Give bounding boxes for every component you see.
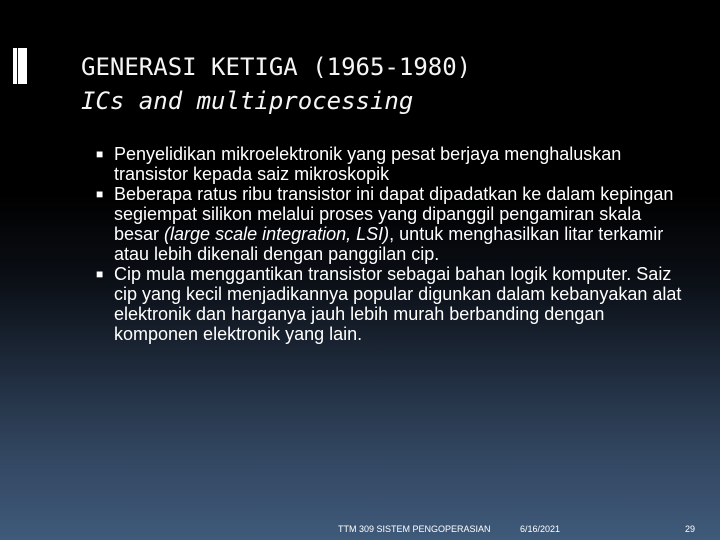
bullet-item-3	[96, 264, 686, 344]
bullet-text-2-italic: (large scale integration, LSI)	[164, 224, 390, 244]
square-bullet-icon: ■	[96, 187, 104, 201]
square-bullet-icon: ■	[96, 147, 104, 161]
slide-title: GENERASI KETIGA (1965-1980)	[81, 53, 472, 81]
bullet-text-2-after: , untuk menghasilkan litar terkamir atau lebih dikenali dengan panggilan cip.	[114, 224, 664, 264]
footer-page-number: 29	[684, 524, 695, 534]
bullet-text-1: Penyelidikan mikroelektronik yang pesat berjaya menghaluskan transistor kepada saiz mikroskopik	[114, 144, 622, 184]
title-accent-bar	[13, 48, 27, 84]
bullet-list	[96, 144, 686, 344]
footer-date: 6/16/2021	[520, 524, 561, 534]
square-bullet-icon: ■	[96, 267, 104, 281]
footer-course: TTM 309 SISTEM PENGOPERASIAN	[338, 524, 491, 534]
bullet-text-2-before: Beberapa ratus ribu transistor ini dapat dipadatkan ke dalam kepingan segiempat silikon melalui proses yang dipanggil pengamiran skala besar	[114, 184, 674, 244]
bullet-text-3: Cip mula menggantikan transistor sebagai bahan logik komputer. Saiz cip yang kecil menjadikannya popular digunkan dalam kebanyakan alat elektronik dan harganya jauh lebih murah berbanding dengan komponen elektronik yang lain.	[114, 264, 682, 344]
slide-footer	[0, 516, 720, 540]
slide-title-block	[81, 50, 691, 118]
bullet-item-2	[96, 184, 686, 264]
slide-subtitle: ICs and multiprocessing	[81, 87, 414, 115]
bullet-item-1	[96, 144, 686, 184]
